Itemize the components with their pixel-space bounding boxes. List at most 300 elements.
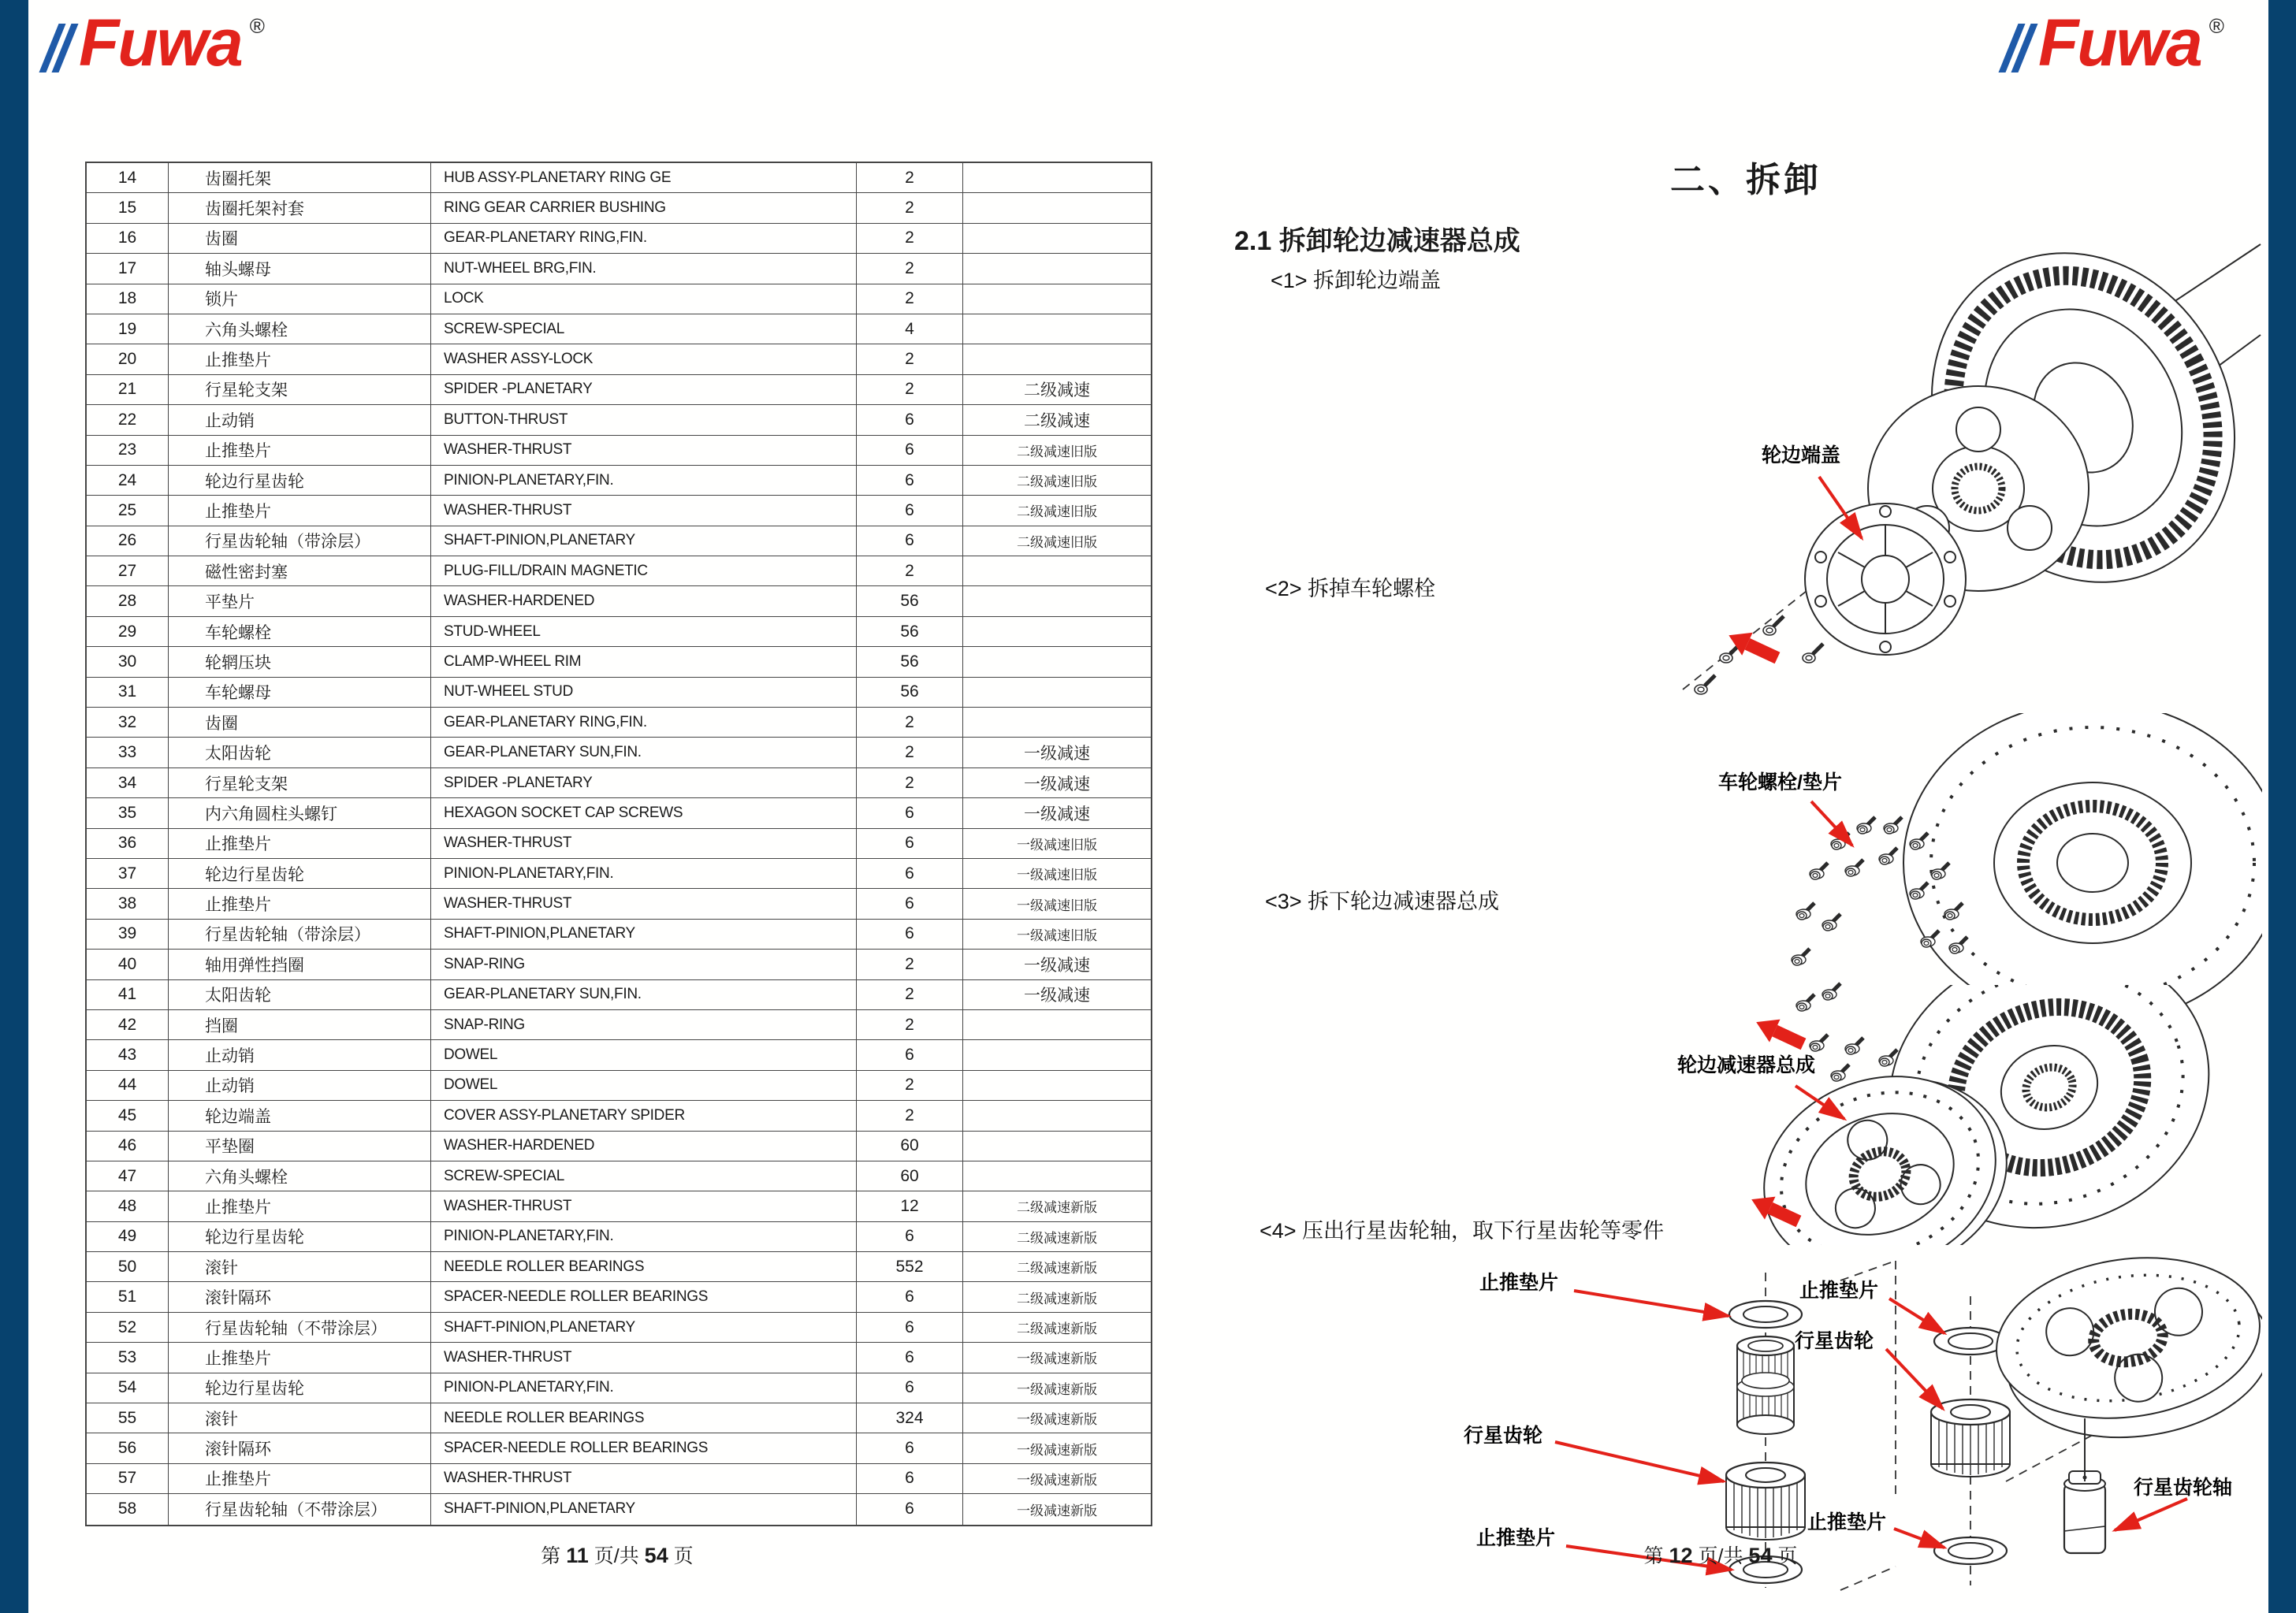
table-row	[87, 1132, 1151, 1161]
cell-en: SPIDER -PLANETARY	[431, 768, 857, 797]
cell-qty: 56	[857, 678, 963, 707]
cell-cn: 止推垫片	[169, 496, 431, 525]
cell-cn: 轮边行星齿轮	[169, 466, 431, 495]
cell-cn: 挡圈	[169, 1010, 431, 1039]
cell-note: 一级减速	[1024, 987, 1090, 1005]
cell-en: PLUG-FILL/DRAIN MAGNETIC	[431, 556, 857, 585]
table-row	[87, 798, 1151, 828]
cell-note: 一级减速新版	[1017, 1503, 1097, 1518]
step-4-label: <4> 压出行星齿轮轴，取下行星齿轮等零件	[1260, 1219, 1665, 1243]
cell-note: 二级减速旧版	[1017, 444, 1097, 459]
cell-en: GEAR-PLANETARY SUN,FIN.	[431, 980, 857, 1009]
table-row	[87, 254, 1151, 284]
cell-cn: 行星齿轮轴（不带涂层）	[169, 1313, 431, 1342]
cell-note	[963, 1071, 1151, 1100]
cell-no: 35	[87, 798, 169, 827]
cell-qty: 2	[857, 556, 963, 585]
registered-mark: ®	[249, 14, 265, 38]
cell-en: WASHER-HARDENED	[431, 586, 857, 615]
cell-cn: 止动销	[169, 1071, 431, 1100]
cell-cn: 车轮螺栓	[169, 617, 431, 646]
cell-qty: 2	[857, 193, 963, 222]
cell-en: WASHER-THRUST	[431, 436, 857, 465]
table-row	[87, 1101, 1151, 1131]
cell-cn: 轴用弹性挡圈	[169, 950, 431, 979]
cell-qty: 2	[857, 163, 963, 192]
wheel-bolt-washer-label: 车轮螺栓/垫片	[1718, 771, 1842, 793]
cell-note	[963, 284, 1151, 314]
table-row	[87, 1403, 1151, 1433]
cell-note: 一级减速新版	[1017, 1472, 1097, 1488]
cell-no: 44	[87, 1071, 169, 1100]
table-row	[87, 1161, 1151, 1191]
cell-qty: 56	[857, 586, 963, 615]
cell-note	[963, 163, 1151, 192]
cell-qty: 6	[857, 1313, 963, 1342]
cell-en: SPACER-NEEDLE ROLLER BEARINGS	[431, 1282, 857, 1311]
cell-note	[963, 1161, 1151, 1191]
cell-cn: 止推垫片	[169, 436, 431, 465]
cell-qty: 2	[857, 950, 963, 979]
cell-qty: 324	[857, 1403, 963, 1433]
cell-en: NUT-WHEEL STUD	[431, 678, 857, 707]
cell-qty: 56	[857, 617, 963, 646]
cell-cn: 止动销	[169, 405, 431, 434]
cell-qty: 6	[857, 1494, 963, 1524]
cell-note: 一级减速新版	[1017, 1442, 1097, 1458]
cell-en: DOWEL	[431, 1071, 857, 1100]
table-row	[87, 768, 1151, 798]
table-row	[87, 224, 1151, 254]
cell-note	[963, 708, 1151, 737]
cell-no: 52	[87, 1313, 169, 1342]
cell-cn: 轴头螺母	[169, 254, 431, 283]
cell-note	[963, 556, 1151, 585]
cell-cn: 止动销	[169, 1040, 431, 1069]
cell-note	[963, 254, 1151, 283]
cell-cn: 止推垫片	[169, 1191, 431, 1221]
footer-middle: 页/共	[594, 1545, 639, 1567]
cell-en: WASHER-HARDENED	[431, 1132, 857, 1161]
step-2-label: <2> 拆掉车轮螺栓	[1265, 577, 1436, 600]
table-row	[87, 1433, 1151, 1463]
cell-cn: 止推垫片	[169, 344, 431, 374]
cell-note: 二级减速新版	[1017, 1230, 1097, 1246]
cell-note	[963, 1101, 1151, 1130]
cell-qty: 6	[857, 1040, 963, 1069]
cell-en: SNAP-RING	[431, 950, 857, 979]
chapter-title: 二、拆卸	[1670, 161, 1822, 199]
cell-en: LOCK	[431, 284, 857, 314]
cell-en: RING GEAR CARRIER BUSHING	[431, 193, 857, 222]
cell-cn: 止推垫片	[169, 1464, 431, 1493]
cell-en: SPACER-NEEDLE ROLLER BEARINGS	[431, 1433, 857, 1462]
hub-reduction-assembly-label: 轮边减速器总成	[1677, 1054, 1816, 1076]
cell-no: 54	[87, 1373, 169, 1403]
cell-no: 16	[87, 224, 169, 253]
cell-no: 51	[87, 1282, 169, 1311]
cell-qty: 2	[857, 738, 963, 767]
cell-note	[963, 344, 1151, 374]
cell-note	[963, 1132, 1151, 1161]
page-footer-right	[1644, 1541, 1798, 1569]
cell-en: GEAR-PLANETARY RING,FIN.	[431, 224, 857, 253]
cell-en: WASHER-THRUST	[431, 496, 857, 525]
cell-en: SHAFT-PINION,PLANETARY	[431, 1494, 857, 1524]
cell-note: 一级减速	[1024, 775, 1090, 793]
registered-mark: ®	[2209, 14, 2224, 38]
cell-note: 二级减速	[1024, 411, 1090, 430]
cell-note: 一级减速旧版	[1017, 868, 1097, 883]
footer-prefix: 第	[541, 1545, 561, 1567]
cell-no: 47	[87, 1161, 169, 1191]
table-row	[87, 466, 1151, 496]
footer-page-number: 12	[1669, 1544, 1693, 1567]
cell-en: SPIDER -PLANETARY	[431, 375, 857, 404]
cell-qty: 552	[857, 1252, 963, 1281]
table-row	[87, 1010, 1151, 1040]
planet-gear-label: 行星齿轮	[1795, 1330, 1874, 1352]
end-cover-label: 轮边端盖	[1762, 444, 1841, 466]
cell-cn: 滚针隔环	[169, 1433, 431, 1462]
cell-qty: 4	[857, 314, 963, 344]
logo-stripes-icon	[2008, 24, 2034, 72]
figure-1-drawing	[1608, 217, 2262, 713]
cell-en: GEAR-PLANETARY SUN,FIN.	[431, 738, 857, 767]
cell-en: COVER ASSY-PLANETARY SPIDER	[431, 1101, 857, 1130]
logo-stripes-icon	[49, 24, 74, 72]
table-row	[87, 586, 1151, 616]
cell-en: PINION-PLANETARY,FIN.	[431, 1222, 857, 1251]
cell-no: 33	[87, 738, 169, 767]
cell-en: WASHER ASSY-LOCK	[431, 344, 857, 374]
cell-en: NEEDLE ROLLER BEARINGS	[431, 1403, 857, 1433]
cell-no: 40	[87, 950, 169, 979]
table-row	[87, 193, 1151, 223]
cell-cn: 齿圈	[169, 708, 431, 737]
cell-note: 二级减速旧版	[1017, 534, 1097, 550]
cell-cn: 太阳齿轮	[169, 738, 431, 767]
table-row	[87, 1494, 1151, 1524]
cell-qty: 2	[857, 375, 963, 404]
cell-cn: 止推垫片	[169, 889, 431, 918]
cell-cn: 车轮螺母	[169, 678, 431, 707]
table-row	[87, 829, 1151, 859]
cell-note: 二级减速新版	[1017, 1321, 1097, 1337]
cell-qty: 6	[857, 1222, 963, 1251]
cell-note	[963, 193, 1151, 222]
thrust-washer-label: 止推垫片	[1799, 1280, 1879, 1302]
footer-suffix: 页	[1777, 1545, 1798, 1567]
table-row	[87, 375, 1151, 405]
table-row	[87, 405, 1151, 435]
cell-cn: 止推垫片	[169, 1343, 431, 1372]
table-row	[87, 284, 1151, 314]
cell-en: CLAMP-WHEEL RIM	[431, 647, 857, 676]
footer-suffix: 页	[673, 1545, 694, 1567]
cell-note: 一级减速新版	[1017, 1412, 1097, 1428]
cell-qty: 6	[857, 1464, 963, 1493]
table-row	[87, 1282, 1151, 1312]
right-edge-band	[2268, 0, 2296, 1613]
cell-note: 二级减速旧版	[1017, 474, 1097, 490]
cell-note: 一级减速旧版	[1017, 837, 1097, 853]
cell-en: SCREW-SPECIAL	[431, 314, 857, 344]
cell-note: 二级减速旧版	[1017, 504, 1097, 520]
cell-qty: 12	[857, 1191, 963, 1221]
logo-wordmark: Fuwa	[79, 6, 242, 80]
cell-en: HEXAGON SOCKET CAP SCREWS	[431, 798, 857, 827]
cell-note: 二级减速新版	[1017, 1291, 1097, 1306]
cell-note: 一级减速旧版	[1017, 898, 1097, 913]
cell-no: 48	[87, 1191, 169, 1221]
cell-note: 二级减速新版	[1017, 1261, 1097, 1277]
cell-no: 27	[87, 556, 169, 585]
cell-en: NUT-WHEEL BRG,FIN.	[431, 254, 857, 283]
cell-qty: 6	[857, 526, 963, 556]
footer-middle: 页/共	[1698, 1545, 1743, 1567]
cell-en: WASHER-THRUST	[431, 1464, 857, 1493]
planet-gear-label: 行星齿轮	[1464, 1425, 1543, 1447]
cell-en: SHAFT-PINION,PLANETARY	[431, 526, 857, 556]
cell-note	[963, 586, 1151, 615]
cell-note	[963, 617, 1151, 646]
table-row	[87, 1464, 1151, 1494]
cell-no: 46	[87, 1132, 169, 1161]
cell-no: 20	[87, 344, 169, 374]
figure-3-drawing	[1608, 985, 2262, 1245]
table-row	[87, 859, 1151, 889]
cell-no: 21	[87, 375, 169, 404]
cell-no: 49	[87, 1222, 169, 1251]
cell-note	[963, 1010, 1151, 1039]
table-row	[87, 436, 1151, 466]
figure-3-hub-reduction	[1608, 985, 2262, 1245]
cell-qty: 6	[857, 466, 963, 495]
cell-note: 二级减速新版	[1017, 1200, 1097, 1216]
cell-note: 一级减速新版	[1017, 1381, 1097, 1397]
cell-note	[963, 678, 1151, 707]
cell-cn: 行星齿轮轴（不带涂层）	[169, 1494, 431, 1524]
cell-no: 38	[87, 889, 169, 918]
cell-note	[963, 647, 1151, 676]
cell-note	[963, 1040, 1151, 1069]
cell-no: 23	[87, 436, 169, 465]
cell-cn: 行星齿轮轴（带涂层）	[169, 526, 431, 556]
footer-page-number: 11	[566, 1544, 589, 1567]
cell-en: SHAFT-PINION,PLANETARY	[431, 920, 857, 949]
cell-qty: 6	[857, 798, 963, 827]
table-row	[87, 1191, 1151, 1221]
cell-no: 43	[87, 1040, 169, 1069]
cell-en: WASHER-THRUST	[431, 1343, 857, 1372]
table-row	[87, 1373, 1151, 1403]
cell-note: 一级减速	[1024, 956, 1090, 975]
table-row	[87, 1222, 1151, 1252]
cell-cn: 磁性密封塞	[169, 556, 431, 585]
cell-no: 26	[87, 526, 169, 556]
footer-total-pages: 54	[644, 1544, 668, 1567]
table-row	[87, 1343, 1151, 1373]
table-row	[87, 920, 1151, 950]
footer-total-pages: 54	[1748, 1544, 1773, 1567]
cell-qty: 2	[857, 254, 963, 283]
table-row	[87, 1252, 1151, 1282]
step-3-label: <3> 拆下轮边减速器总成	[1265, 890, 1500, 913]
cell-cn: 太阳齿轮	[169, 980, 431, 1009]
cell-en: HUB ASSY-PLANETARY RING GE	[431, 163, 857, 192]
cell-cn: 滚针	[169, 1252, 431, 1281]
cell-cn: 滚针	[169, 1403, 431, 1433]
cell-no: 17	[87, 254, 169, 283]
table-row	[87, 1313, 1151, 1343]
table-row	[87, 344, 1151, 374]
cell-no: 30	[87, 647, 169, 676]
cell-note: 一级减速	[1024, 745, 1090, 764]
cell-en: WASHER-THRUST	[431, 889, 857, 918]
cell-no: 29	[87, 617, 169, 646]
cell-qty: 2	[857, 1101, 963, 1130]
cell-cn: 轮边行星齿轮	[169, 1373, 431, 1403]
cell-no: 41	[87, 980, 169, 1009]
cell-note: 二级减速	[1024, 381, 1090, 400]
cell-en: PINION-PLANETARY,FIN.	[431, 1373, 857, 1403]
cell-cn: 行星轮支架	[169, 768, 431, 797]
table-row	[87, 556, 1151, 586]
cell-no: 53	[87, 1343, 169, 1372]
cell-cn: 齿圈托架	[169, 163, 431, 192]
cell-no: 34	[87, 768, 169, 797]
cell-no: 25	[87, 496, 169, 525]
cell-cn: 六角头螺栓	[169, 314, 431, 344]
cell-cn: 轮边行星齿轮	[169, 1222, 431, 1251]
cell-cn: 平垫片	[169, 586, 431, 615]
step-1-label: <1> 拆卸轮边端盖	[1271, 269, 1442, 292]
cell-qty: 2	[857, 1010, 963, 1039]
cell-cn: 行星轮支架	[169, 375, 431, 404]
cell-en: STUD-WHEEL	[431, 617, 857, 646]
cell-qty: 2	[857, 1071, 963, 1100]
cell-cn: 齿圈	[169, 224, 431, 253]
cell-cn: 齿圈托架衬套	[169, 193, 431, 222]
cell-qty: 6	[857, 859, 963, 888]
thrust-washer-label: 止推垫片	[1479, 1272, 1559, 1294]
cell-no: 31	[87, 678, 169, 707]
cell-qty: 6	[857, 1282, 963, 1311]
page-footer-left	[541, 1541, 693, 1569]
table-row	[87, 950, 1151, 979]
cell-cn: 行星齿轮轴（带涂层）	[169, 920, 431, 949]
table-row	[87, 617, 1151, 647]
cell-cn: 轮边行星齿轮	[169, 859, 431, 888]
table-row	[87, 980, 1151, 1010]
table-row	[87, 1040, 1151, 1070]
cell-no: 57	[87, 1464, 169, 1493]
cell-note: 一级减速新版	[1017, 1351, 1097, 1367]
cell-cn: 六角头螺栓	[169, 1161, 431, 1191]
table-row	[87, 678, 1151, 708]
cell-qty: 6	[857, 1343, 963, 1372]
footer-prefix: 第	[1643, 1545, 1664, 1567]
table-row	[87, 163, 1151, 193]
cell-note: 一级减速	[1024, 805, 1090, 823]
cell-cn: 内六角圆柱头螺钉	[169, 798, 431, 827]
cell-qty: 6	[857, 829, 963, 858]
cell-no: 19	[87, 314, 169, 344]
cell-en: PINION-PLANETARY,FIN.	[431, 466, 857, 495]
fuwa-logo-left	[49, 6, 265, 80]
table-row	[87, 526, 1151, 556]
cell-qty: 6	[857, 436, 963, 465]
cell-qty: 2	[857, 284, 963, 314]
cell-no: 28	[87, 586, 169, 615]
cell-no: 15	[87, 193, 169, 222]
section-title: 2.1 拆卸轮边减速器总成	[1234, 226, 1520, 256]
table-row	[87, 1071, 1151, 1101]
cell-note	[963, 224, 1151, 253]
cell-no: 24	[87, 466, 169, 495]
cell-qty: 2	[857, 344, 963, 374]
table-row	[87, 314, 1151, 344]
table-row	[87, 889, 1151, 919]
cell-no: 39	[87, 920, 169, 949]
cell-en: DOWEL	[431, 1040, 857, 1069]
thrust-washer-label: 止推垫片	[1807, 1511, 1887, 1533]
cell-no: 56	[87, 1433, 169, 1462]
cell-no: 18	[87, 284, 169, 314]
cell-cn: 锁片	[169, 284, 431, 314]
cell-qty: 6	[857, 496, 963, 525]
cell-no: 37	[87, 859, 169, 888]
cell-cn: 轮辋压块	[169, 647, 431, 676]
planet-shaft-label: 行星齿轮轴	[2134, 1477, 2233, 1499]
cell-note: 一级减速旧版	[1017, 927, 1097, 943]
cell-no: 36	[87, 829, 169, 858]
cell-qty: 2	[857, 708, 963, 737]
cell-qty: 60	[857, 1161, 963, 1191]
cell-qty: 56	[857, 647, 963, 676]
cell-en: WASHER-THRUST	[431, 829, 857, 858]
figure-1-remove-end-cover	[1608, 217, 2262, 713]
cell-cn: 滚针隔环	[169, 1282, 431, 1311]
cell-no: 14	[87, 163, 169, 192]
cell-no: 22	[87, 405, 169, 434]
parts-table	[85, 162, 1152, 1526]
cell-cn: 平垫圈	[169, 1132, 431, 1161]
cell-en: SNAP-RING	[431, 1010, 857, 1039]
cell-no: 32	[87, 708, 169, 737]
cell-en: PINION-PLANETARY,FIN.	[431, 859, 857, 888]
cell-qty: 6	[857, 920, 963, 949]
cell-qty: 6	[857, 405, 963, 434]
cell-qty: 2	[857, 980, 963, 1009]
cell-qty: 60	[857, 1132, 963, 1161]
thrust-washer-label: 止推垫片	[1476, 1527, 1556, 1549]
figure-4-planet-gear-parts	[1454, 1245, 2262, 1592]
table-row	[87, 496, 1151, 526]
cell-qty: 2	[857, 768, 963, 797]
cell-en: BUTTON-THRUST	[431, 405, 857, 434]
cell-note	[963, 314, 1151, 344]
table-row	[87, 647, 1151, 677]
logo-wordmark: Fuwa	[2038, 6, 2201, 80]
cell-qty: 6	[857, 1373, 963, 1403]
cell-no: 55	[87, 1403, 169, 1433]
cell-qty: 6	[857, 889, 963, 918]
cell-en: WASHER-THRUST	[431, 1191, 857, 1221]
left-edge-band	[0, 0, 28, 1613]
cell-no: 50	[87, 1252, 169, 1281]
